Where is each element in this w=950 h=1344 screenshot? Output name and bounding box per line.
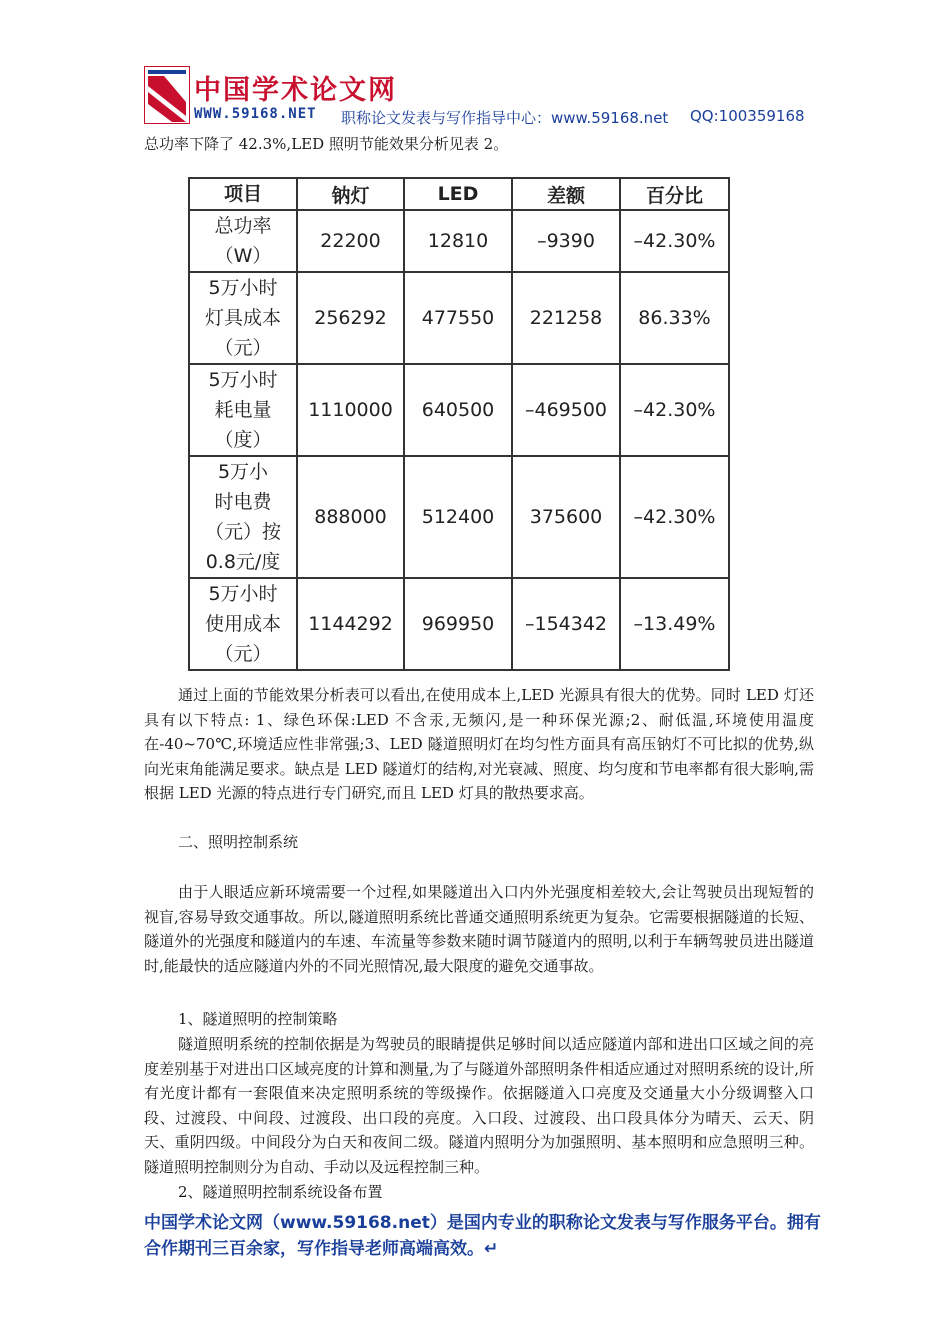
cell-sodium: 256292 xyxy=(297,272,404,364)
row-label-line: 总功率 xyxy=(214,215,272,237)
cell-sodium: 22200 xyxy=(297,210,404,272)
table-row xyxy=(189,272,729,364)
logo-chinese-name: 中国学术论文网 xyxy=(194,75,397,106)
energy-analysis-table xyxy=(188,177,730,671)
row-label-line: 5万小时 xyxy=(208,369,278,391)
cell-percent: –42.30% xyxy=(620,364,729,456)
cell-sodium: 1144292 xyxy=(297,578,404,670)
header-percent: 百分比 xyxy=(620,178,729,210)
row-label-line: （元）按 xyxy=(204,521,281,543)
cell-led: 640500 xyxy=(404,364,512,456)
table-header-row xyxy=(189,178,729,210)
cell-percent: 86.33% xyxy=(620,272,729,364)
intro-line: 总功率下降了 42.3%,LED 照明节能效果分析见表 2。 xyxy=(144,135,509,153)
row-label xyxy=(189,456,297,578)
cell-sodium: 888000 xyxy=(297,456,404,578)
row-label-line: 5万小时 xyxy=(208,277,278,299)
paragraph-control-strategy: 隧道照明系统的控制依据是为驾驶员的眼睛提供足够时间以适应隧道内部和进出口区域之间的亮度差别基于对进出口区域亮度的计算和测量,为了与隧道外部照明条件相适应通过对照明系统的设计,所有光度计都有一套限值来决定照明系统的等级操作。依据隧道入口亮度及交通量大小分级调整入口段、过渡段、中间段、过渡段、出口段的亮度。入口段、过渡段、出口段具体分为晴天、云天、阴天、重阴四级。中间段分为白天和夜间二级。隧道内照明分为加强照明、基本照明和应急照明三种。隧道照明控制则分为自动、手动以及远程控制三种。 xyxy=(144,1035,814,1176)
cell-difference: 221258 xyxy=(512,272,620,364)
cell-difference: –9390 xyxy=(512,210,620,272)
cell-percent: –42.30% xyxy=(620,456,729,578)
row-label-line: （W） xyxy=(214,245,272,267)
header-difference: 差额 xyxy=(512,178,620,210)
footer-promo[interactable]: 中国学术论文网（www.59168.net）是国内专业的职称论文发表与写作服务平台。拥有合作期刊三百余家，写作指导老师高端高效。↵ xyxy=(144,1213,821,1259)
row-label-line: 灯具成本 xyxy=(204,307,281,329)
header-service-link[interactable]: 职称论文发表与写作指导中心：www.59168.net xyxy=(341,109,669,127)
row-label-line: 耗电量 xyxy=(214,399,272,421)
table-row xyxy=(189,210,729,272)
header-led: LED xyxy=(404,178,512,210)
cell-led: 477550 xyxy=(404,272,512,364)
cell-difference: –154342 xyxy=(512,578,620,670)
paragraph-control-intro: 由于人眼适应新环境需要一个过程,如果隧道出入口内外光强度相差较大,会让驾驶员出现短暂的视盲,容易导致交通事故。所以,隧道照明系统比普通交通照明系统更为复杂。它需要根据隧道的长短、隧道外的光强度和隧道内的车速、车流量等参数来随时调节隧道内的照明,以利于车辆驾驶员进出隧道时,能最快的适应隧道内外的不同光照情况,最大限度的避免交通事故。 xyxy=(144,883,814,975)
logo-url[interactable]: WWW.59168.NET xyxy=(194,106,317,122)
table-row xyxy=(189,456,729,578)
cell-difference: –469500 xyxy=(512,364,620,456)
row-label xyxy=(189,364,297,456)
cell-sodium: 1110000 xyxy=(297,364,404,456)
row-label-line: 使用成本 xyxy=(204,613,281,635)
row-label-line: （元） xyxy=(214,337,272,359)
row-label-line: 时电费 xyxy=(214,491,272,513)
row-label-line: 5万小 xyxy=(217,461,269,483)
cell-led: 12810 xyxy=(404,210,512,272)
cell-percent: –13.49% xyxy=(620,578,729,670)
row-label-line: 5万小时 xyxy=(208,583,278,605)
row-label xyxy=(189,578,297,670)
header-qq: QQ:100359168 xyxy=(690,107,805,125)
cell-difference: 375600 xyxy=(512,456,620,578)
cell-led: 512400 xyxy=(404,456,512,578)
cell-led: 969950 xyxy=(404,578,512,670)
row-label-line: 0.8元/度 xyxy=(205,551,281,573)
paragraph-led-advantages: 通过上面的节能效果分析表可以看出,在使用成本上,LED 光源具有很大的优势。同时 LED 灯还具有以下特点: 1、绿色环保:LED 不含汞,无频闪,是一种环保光源;2、耐低温,环境使用温度在-40~70℃,环境适应性非常强;3、LED 隧道照明灯在均匀性方面具有高压钠灯不可比拟的优势,纵向光束角能满足要求。缺点是 LED 隧道灯的结构,对光衰减、照度、均匀度和节电率都有很大影响,需根据 LED 光源的特点进行专门研究,而且 LED 灯具的散热要求高。 xyxy=(144,686,814,802)
table-row xyxy=(189,578,729,670)
site-logo-icon xyxy=(144,66,190,124)
row-label-line: （元） xyxy=(214,643,272,665)
row-label-line: （度） xyxy=(214,429,272,451)
table-row xyxy=(189,364,729,456)
page-header xyxy=(144,66,844,128)
row-label xyxy=(189,272,297,364)
header-item: 项目 xyxy=(189,178,297,210)
row-label xyxy=(189,210,297,272)
subheading-equipment-layout: 2、隧道照明控制系统设备布置 xyxy=(178,1183,383,1201)
subheading-control-strategy: 1、隧道照明的控制策略 xyxy=(178,1010,338,1028)
section-heading-control-system: 二、照明控制系统 xyxy=(178,833,299,851)
header-sodium: 钠灯 xyxy=(297,178,404,210)
cell-percent: –42.30% xyxy=(620,210,729,272)
